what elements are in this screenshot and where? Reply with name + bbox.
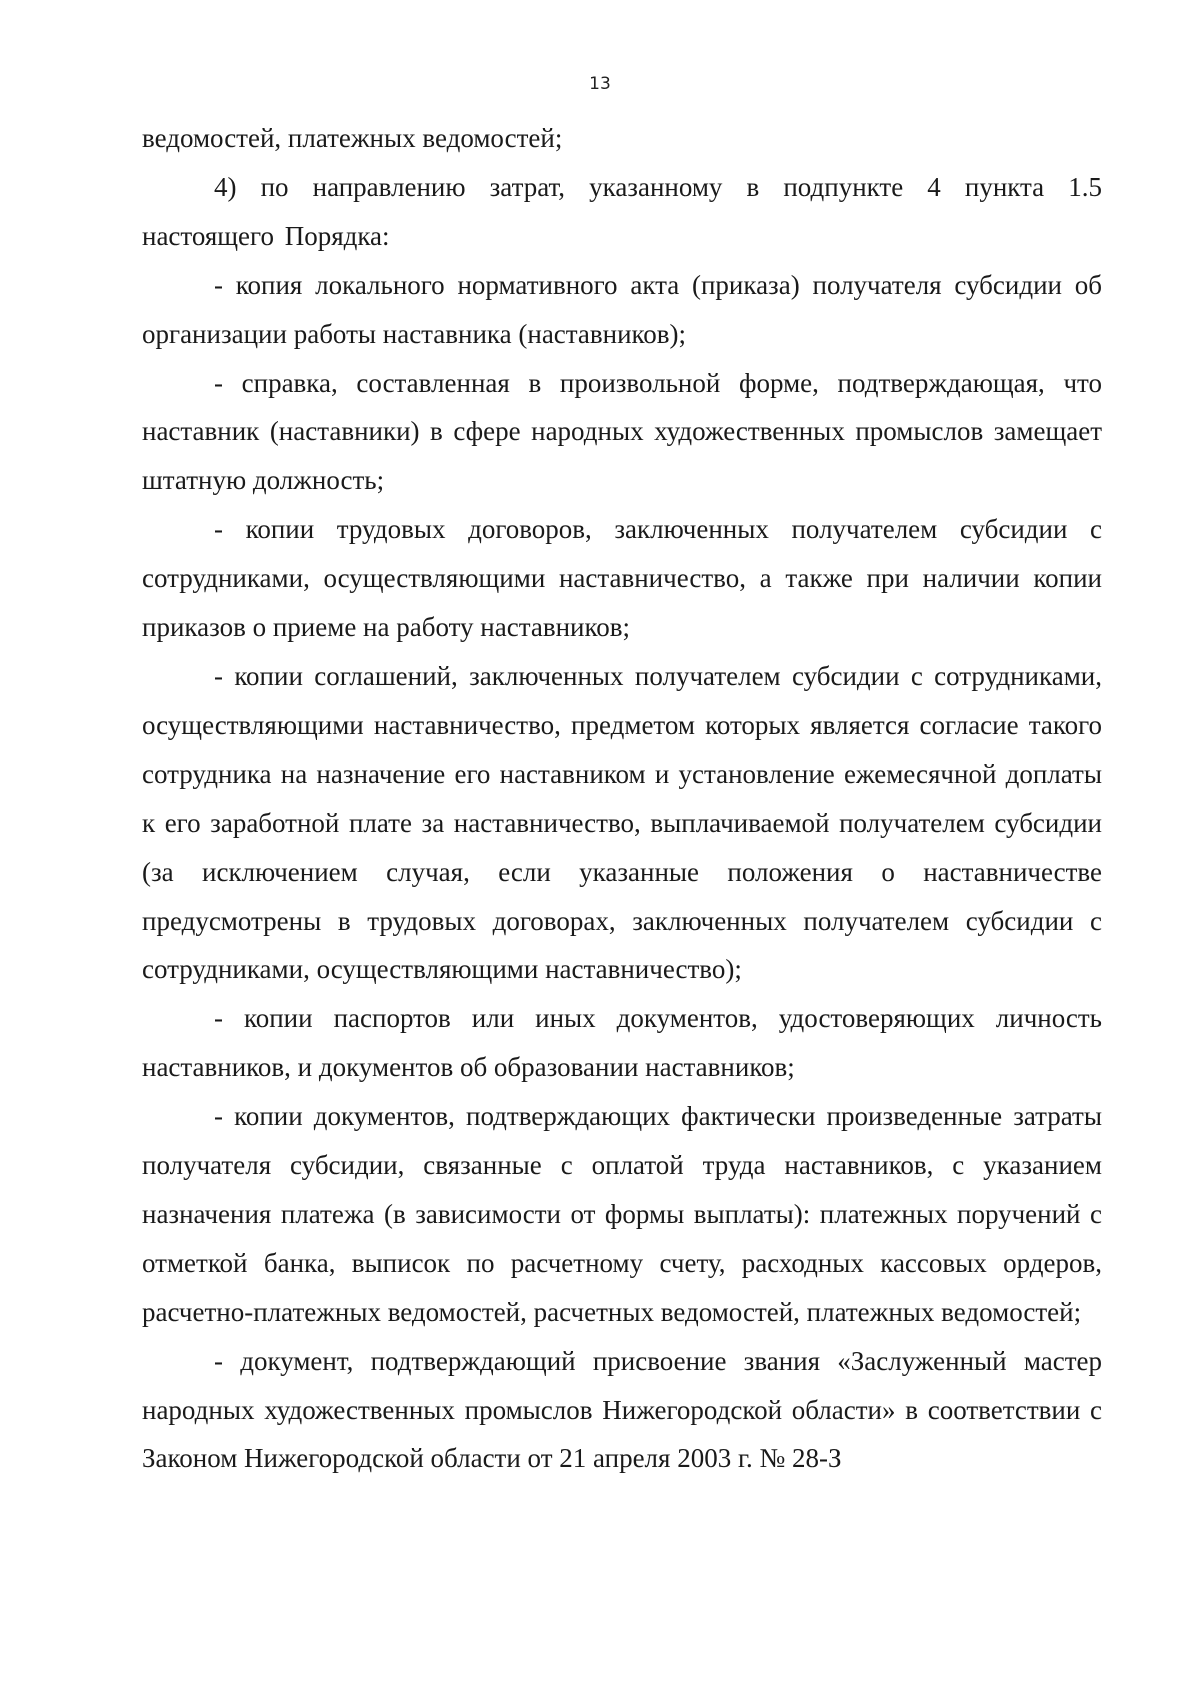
paragraph-payment-documents: - копии документов, подтверждающих фактически произведенные затраты получателя субсидии, связанные с оплатой труда наставников, с указанием назначения платежа (в зависимости от формы выплаты): платежных поручений с отметкой банка, выписок по расчетному счету, расходных кассовых ордеров, расчетно-платежных ведомостей, расчетных ведомостей, платежных ведомостей; [142,1101,1102,1327]
page-number: 13 [589,74,611,94]
paragraph-item-4: 4) по направлению затрат, указанному в подпункте 4 пункта 1.5 настоящего Порядка: [142,171,1102,251]
paragraph-passports: - копии паспортов или иных документов, удостоверяющих личность наставников, и документов об образовании наставников; [142,1003,1102,1083]
paragraph-continuation: ведомостей, платежных ведомостей; [142,123,563,153]
paragraph-local-act-copy: - копия локального нормативного акта (приказа) получателя субсидии об организации работы наставника (наставников); [142,269,1102,349]
paragraph-labor-contracts: - копии трудовых договоров, заключенных получателем субсидии с сотрудниками, осуществляющими наставничество, а также при наличии копии приказов о приеме на работу наставников; [142,514,1102,643]
paragraph-agreements: - копии соглашений, заключенных получателем субсидии с сотрудниками, осуществляющими наставничество, предметом которых является согласие такого сотрудника на назначение его наставником и установление ежемесячной доплаты к его заработной плате за наставничество, выплачиваемой получателем субсидии (за исключением случая, если указанные положения о наставничестве предусмотрены в трудовых договорах, заключенных получателем субсидии с сотрудниками, осуществляющими наставничество); [142,660,1102,985]
document-body [142,114,1102,1483]
paragraph-honorary-title: - документ, подтверждающий присвоение звания «Заслуженный мастер народных художественных промыслов Нижегородской области» в соответствии с Законом Нижегородской области от 21 апреля 2003 г. № 28-З [142,1345,1102,1474]
paragraph-mentor-certificate: - справка, составленная в произвольной форме, подтверждающая, что наставник (наставники) в сфере народных художественных промыслов замещает штатную должность; [142,367,1102,496]
